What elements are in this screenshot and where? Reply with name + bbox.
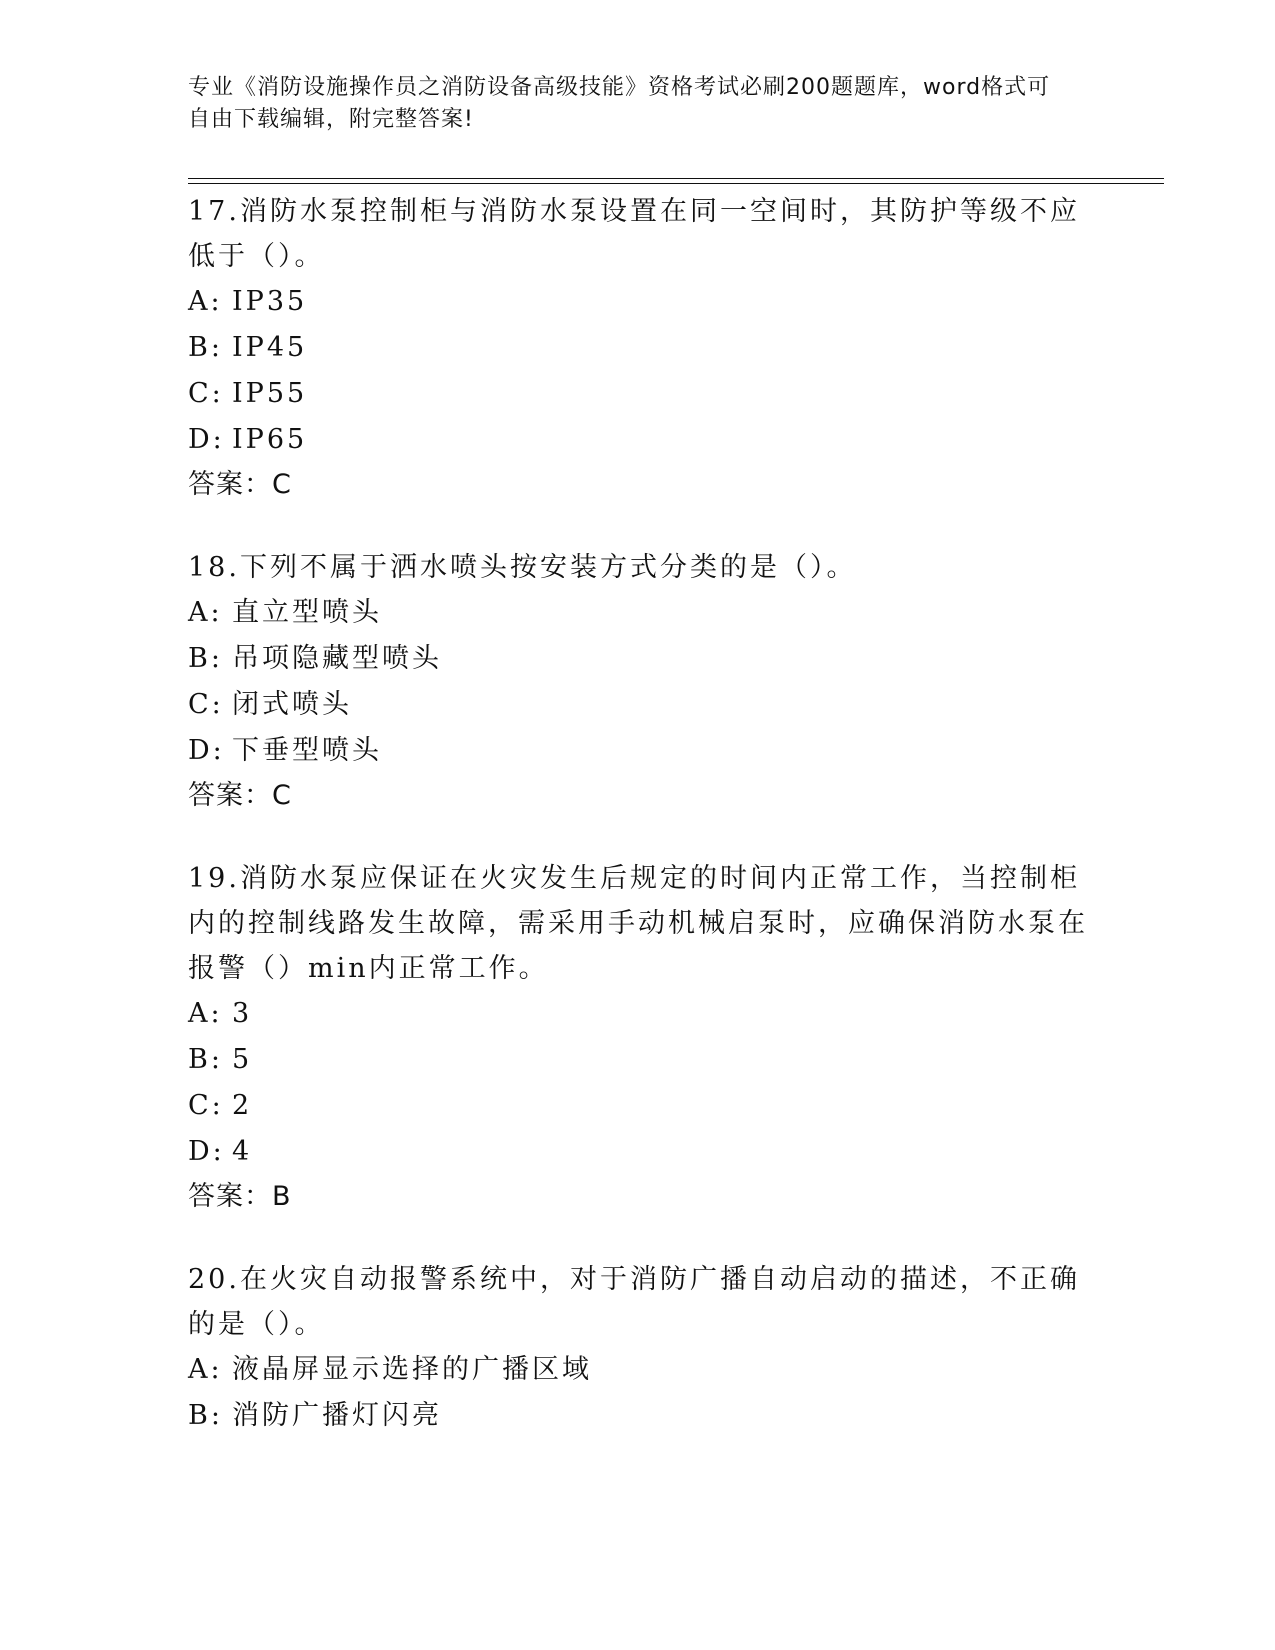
option-text: 4 xyxy=(232,1136,253,1167)
answer-label: 答案： xyxy=(188,1181,272,1212)
option-text: 直立型喷头 xyxy=(232,597,382,628)
option-letter: A: xyxy=(188,998,223,1029)
option-text: 吊项隐藏型喷头 xyxy=(232,643,442,674)
option-letter: D: xyxy=(188,424,225,455)
option-letter: D: xyxy=(188,1136,225,1167)
option-text: IP45 xyxy=(232,332,308,363)
option-a xyxy=(188,279,1088,325)
question-text xyxy=(188,1257,1088,1347)
option-text: 5 xyxy=(232,1044,253,1075)
question-text xyxy=(188,856,1088,991)
answer-value: C xyxy=(272,780,292,811)
answer-value: C xyxy=(272,469,292,500)
option-text: 消防广播灯闪亮 xyxy=(232,1400,442,1431)
answer-label: 答案： xyxy=(188,469,272,500)
option-text: 下垂型喷头 xyxy=(232,735,382,766)
option-b xyxy=(188,1037,1088,1083)
header-divider-top xyxy=(188,178,1164,179)
option-letter: C: xyxy=(188,1090,224,1121)
header-divider-bottom xyxy=(188,183,1164,184)
option-c xyxy=(188,1083,1088,1129)
option-b xyxy=(188,325,1088,371)
question-body: 下列不属于洒水喷头按安装方式分类的是（）。 xyxy=(239,552,857,583)
option-text: IP65 xyxy=(232,424,308,455)
option-d xyxy=(188,417,1088,463)
option-c xyxy=(188,371,1088,417)
option-a xyxy=(188,1347,1088,1393)
question-body: 消防水泵应保证在火灾发生后规定的时间内正常工作，当控制柜内的控制线路发生故障，需采用手动机械启泵时，应确保消防水泵在报警（）min内正常工作。 xyxy=(188,863,1088,984)
answer-value: B xyxy=(272,1181,292,1212)
question-body: 消防水泵控制柜与消防水泵设置在同一空间时，其防护等级不应低于（）。 xyxy=(188,196,1080,272)
answer-label: 答案： xyxy=(188,780,272,811)
question-number: 18. xyxy=(188,552,240,583)
option-b xyxy=(188,1393,1088,1439)
option-b xyxy=(188,636,1088,682)
question-20 xyxy=(188,1257,1088,1439)
option-a xyxy=(188,590,1088,636)
option-d xyxy=(188,728,1088,774)
option-letter: C: xyxy=(188,378,224,409)
answer-line xyxy=(188,1175,1088,1219)
header-text: 专业《消防设施操作员之消防设备高级技能》资格考试必刷200题题库，word格式可自由下载编辑，附完整答案! xyxy=(188,75,1051,132)
option-letter: B: xyxy=(188,1400,223,1431)
option-letter: A: xyxy=(188,286,223,317)
option-letter: B: xyxy=(188,332,223,363)
question-18 xyxy=(188,545,1088,818)
answer-line xyxy=(188,774,1088,818)
question-number: 17. xyxy=(188,196,240,227)
question-text xyxy=(188,189,1088,279)
answer-line xyxy=(188,463,1088,507)
option-d xyxy=(188,1129,1088,1175)
question-number: 20. xyxy=(188,1264,240,1295)
option-text: IP55 xyxy=(232,378,308,409)
option-text: IP35 xyxy=(232,286,308,317)
option-letter: A: xyxy=(188,597,223,628)
option-c xyxy=(188,682,1088,728)
question-body: 在火灾自动报警系统中，对于消防广播自动启动的描述，不正确的是（）。 xyxy=(188,1264,1080,1340)
option-text: 液晶屏显示选择的广播区域 xyxy=(232,1354,592,1385)
option-text: 2 xyxy=(232,1090,253,1121)
question-number: 19. xyxy=(188,863,240,894)
question-text xyxy=(188,545,1088,590)
option-text: 3 xyxy=(232,998,253,1029)
option-text: 闭式喷头 xyxy=(232,689,352,720)
option-letter: A: xyxy=(188,1354,223,1385)
question-list xyxy=(188,189,1088,1477)
document-header xyxy=(188,72,1068,136)
option-letter: B: xyxy=(188,643,223,674)
option-a xyxy=(188,991,1088,1037)
option-letter: C: xyxy=(188,689,224,720)
option-letter: B: xyxy=(188,1044,223,1075)
question-19 xyxy=(188,856,1088,1219)
option-letter: D: xyxy=(188,735,225,766)
question-17 xyxy=(188,189,1088,507)
